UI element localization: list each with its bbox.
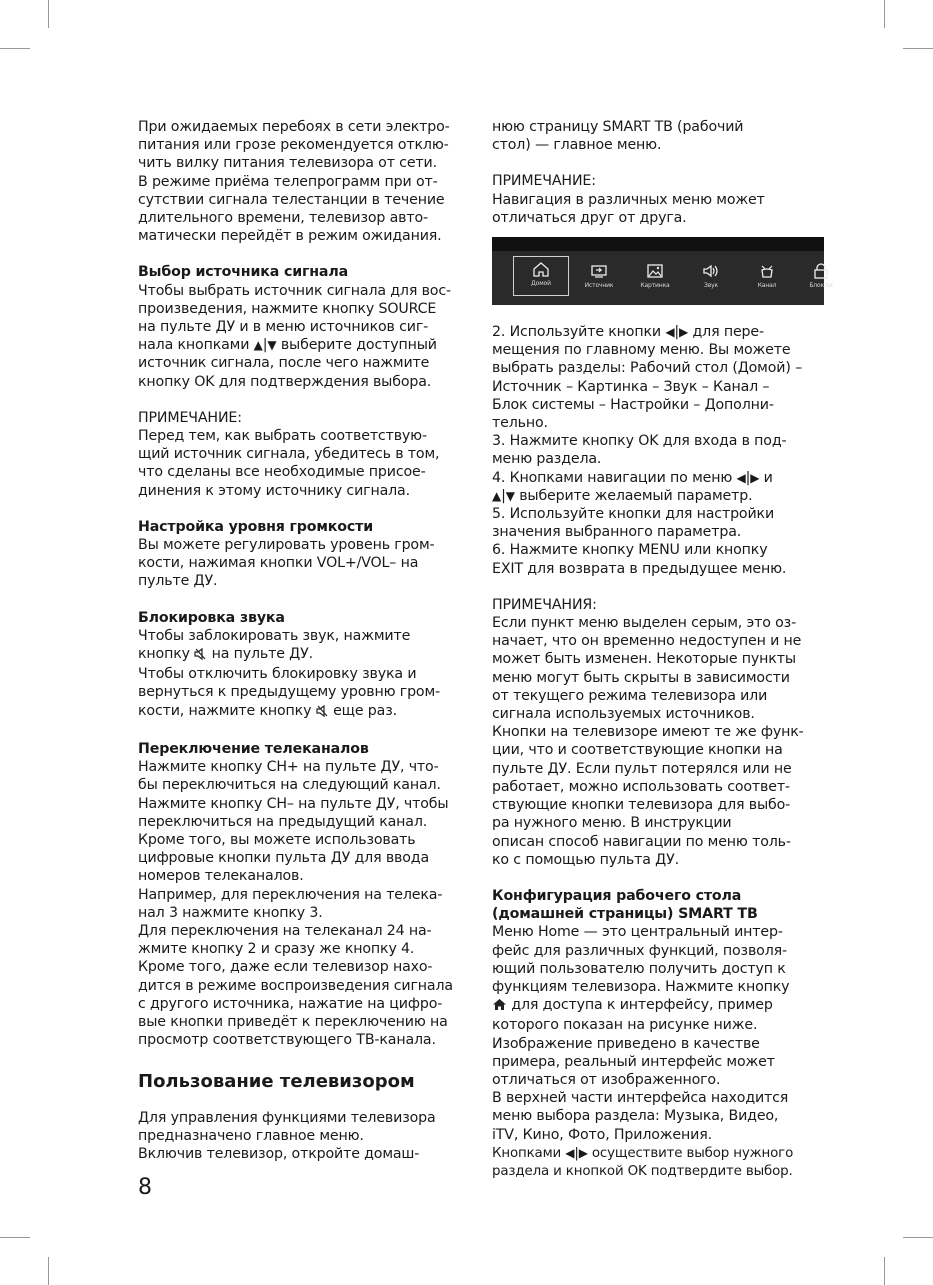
text-line: отличаться от изображенного.	[492, 1071, 721, 1088]
menu-item-channel	[740, 259, 794, 295]
text-line: 6. Нажмите кнопку MENU или кнопку	[492, 542, 768, 559]
text-line: Чтобы отключить блокировку звука и	[138, 666, 417, 683]
text-line: питания или грозе рекомендуется отклю-	[138, 137, 449, 154]
text-line: Меню Home — это центральный интер-	[492, 924, 783, 941]
text-line: с другого источника, нажатие на цифро-	[138, 995, 443, 1012]
text-line: длительного времени, телевизор авто-	[138, 210, 428, 227]
crop-mark	[884, 1257, 885, 1285]
text-line: нала кнопками ▲|▼ выберите доступный	[138, 337, 437, 354]
text-line: отличаться друг от друга.	[492, 209, 687, 226]
text-fragment: кости, нажмите кнопку	[138, 702, 316, 719]
menu-label: Звук	[704, 282, 718, 290]
intro-paragraph	[138, 118, 470, 245]
text-line: Кроме того, вы можете использовать	[138, 831, 416, 848]
menu-item-sound	[684, 259, 738, 295]
notes-heading: ПРИМЕЧАНИЯ:	[492, 596, 597, 613]
channel-heading: Переключение телеканалов	[138, 740, 369, 757]
text-line: Кнопки на телевизоре имеют те же функ-	[492, 724, 804, 741]
text-line: Чтобы заблокировать звук, нажмите	[138, 627, 411, 644]
text-line: номеров телеканалов.	[138, 868, 304, 885]
lock-icon	[812, 263, 830, 279]
right-arrow-icon: ▶	[750, 470, 760, 485]
channel-paragraph	[138, 758, 470, 1049]
text-line: Включив телевизор, откройте домаш-	[138, 1146, 420, 1163]
notes-paragraph	[492, 614, 824, 869]
left-arrow-icon: ◀	[736, 470, 746, 485]
text-line: нюю страницу SMART ТВ (рабочий	[492, 119, 744, 135]
home-icon	[492, 998, 507, 1016]
text-line: произведения, нажмите кнопку SOURCE	[138, 300, 437, 317]
text-line: Для управления функциями телевизора	[138, 1110, 436, 1126]
text-line: ▲|▼ выберите желаемый параметр.	[492, 487, 753, 504]
text-line: может быть изменен. Некоторые пункты	[492, 651, 796, 668]
config-heading: (домашней страницы) SMART ТВ	[492, 906, 758, 923]
left-arrow-icon: ◀	[565, 1145, 575, 1160]
text-line: фейс для различных функций, позволя-	[492, 942, 787, 959]
text-fragment: для доступа к интерфейсу, пример	[507, 997, 773, 1014]
text-line: переключиться на предыдущий канал.	[138, 813, 428, 830]
text-line: от текущего режима телевизора или	[492, 687, 768, 704]
menu-item-home	[514, 257, 568, 295]
crop-mark	[903, 1237, 933, 1238]
usage-paragraph	[138, 1109, 470, 1164]
picture-icon	[646, 263, 664, 279]
home-icon	[532, 261, 550, 277]
text-line: бы переключиться на следующий канал.	[138, 777, 441, 794]
text-fragment: выберите доступный	[276, 337, 437, 354]
crop-mark	[903, 48, 933, 49]
text-line: Вы можете регулировать уровень гром-	[138, 537, 435, 554]
text-line: Для переключения на телеканал 24 на-	[138, 922, 432, 939]
right-arrow-icon: ▶	[578, 1145, 588, 1160]
text-line: описан способ навигации по меню толь-	[492, 833, 791, 850]
text-line: работает, можно использовать соответ-	[492, 778, 790, 795]
text-line: Нажмите кнопку CH+ на пульте ДУ, что-	[138, 759, 439, 776]
crop-mark	[0, 1237, 30, 1238]
source-icon	[590, 263, 608, 279]
crop-mark	[48, 0, 49, 28]
left-column	[138, 118, 470, 1049]
text-line: Если пункт меню выделен серым, это оз-	[492, 615, 797, 632]
text-line: ции, что и соответствующие кнопки на	[492, 742, 783, 759]
text-line: значения выбранного параметра.	[492, 524, 742, 541]
text-line: начает, что он временно недоступен и не	[492, 633, 802, 650]
text-line	[138, 702, 470, 722]
text-line: При ожидаемых перебоях в сети электро-	[138, 119, 450, 135]
text-fragment: Кнопками	[492, 1145, 566, 1161]
text-line: ющий пользователю получить доступ к	[492, 960, 786, 977]
text-line: чить вилку питания телевизора от сети.	[138, 155, 437, 172]
text-line: просмотр соответствующего ТВ-канала.	[138, 1032, 436, 1049]
crop-mark	[884, 0, 885, 28]
text-line: Кроме того, даже если телевизор нахо-	[138, 959, 433, 976]
text-line: пульте ДУ.	[138, 573, 218, 590]
text-line: Чтобы выбрать источник сигнала для вос-	[138, 282, 451, 299]
text-line: меню раздела.	[492, 451, 602, 468]
text-line: выбрать разделы: Рабочий стол (Домой) –	[492, 360, 803, 377]
menu-label: Источник	[584, 282, 614, 290]
text-line: 2. Используйте кнопки ◀|▶ для пере-	[492, 324, 764, 341]
text-line	[138, 645, 470, 665]
text-line: жмите кнопку 2 и сразу же кнопку 4.	[138, 941, 415, 958]
text-line: iTV, Кино, Фото, Приложения.	[492, 1126, 712, 1143]
mute-icon	[194, 647, 207, 665]
text-line: нал 3 нажмите кнопку 3.	[138, 904, 323, 921]
text-line: 4. Кнопками навигации по меню ◀|▶ и	[492, 469, 773, 486]
text-fragment: и	[759, 469, 773, 486]
text-line: сутствии сигнала телестанции в течение	[138, 191, 445, 208]
text-line: которого показан на рисунке ниже.	[492, 1017, 758, 1034]
text-line: ко с помощью пульта ДУ.	[492, 851, 679, 868]
page-number: 8	[138, 1175, 152, 1200]
text-line: вернуться к предыдущему уровню гром-	[138, 684, 440, 701]
channel-icon	[758, 263, 776, 279]
text-line: тельно.	[492, 415, 548, 432]
text-line: EXIT для возврата в предыдущее меню.	[492, 560, 787, 577]
mute-icon	[316, 704, 329, 722]
text-line: ра нужного меню. В инструкции	[492, 815, 732, 832]
crop-mark	[48, 1257, 49, 1285]
text-line: раздела и кнопкой OK подтвердите выбор.	[492, 1163, 793, 1179]
text-line: Например, для переключения на телека-	[138, 886, 443, 903]
text-line: Навигация в различных меню может	[492, 191, 765, 208]
text-line: 5. Используйте кнопки для настройки	[492, 506, 775, 523]
text-line: В верхней части интерфейса находится	[492, 1090, 789, 1107]
menu-item-picture	[628, 259, 682, 295]
menu-label: Картинка	[640, 282, 670, 290]
text-fragment: нала кнопками	[138, 337, 254, 354]
menu-item-source	[572, 259, 626, 295]
text-fragment: осуществите выбор нужного	[587, 1145, 794, 1161]
text-line: Кнопками ◀|▶ осуществите выбор нужного	[492, 1145, 794, 1161]
text-line: мещения по главному меню. Вы можете	[492, 342, 791, 359]
text-line: примера, реальный интерфейс может	[492, 1053, 775, 1070]
text-fragment: для пере-	[688, 324, 764, 341]
text-line: дится в режиме воспроизведения сигнала	[138, 977, 453, 994]
source-heading: Выбор источника сигнала	[138, 264, 348, 281]
text-line: кости, нажимая кнопки VOL+/VOL– на	[138, 555, 419, 572]
menu-label: Блок си	[809, 282, 833, 290]
text-line: Блок системы – Настройки – Дополни-	[492, 396, 774, 413]
sound-icon	[702, 263, 720, 279]
text-line: Перед тем, как выбрать соответствую-	[138, 428, 427, 445]
text-line: матически перейдёт в режим ожидания.	[138, 228, 442, 245]
down-arrow-icon: ▼	[505, 488, 515, 503]
text-line: стол) — главное меню.	[492, 137, 662, 154]
text-line: пульте ДУ. Если пульт потерялся или не	[492, 760, 792, 777]
menu-label: Домой	[531, 280, 551, 288]
text-line: щий источник сигнала, убедитесь в том,	[138, 446, 440, 463]
text-fragment: 2. Используйте кнопки	[492, 324, 666, 341]
text-line: Изображение приведено в качестве	[492, 1035, 760, 1052]
text-line: кнопку OK для подтверждения выбора.	[138, 373, 432, 390]
text-line: источник сигнала, после чего нажмите	[138, 355, 430, 372]
config-heading: Конфигурация рабочего стола	[492, 887, 742, 904]
text-fragment: 4. Кнопками навигации по меню	[492, 469, 737, 486]
text-line: Источник – Картинка – Звук – Канал –	[492, 378, 770, 395]
volume-heading: Настройка уровня громкости	[138, 518, 374, 535]
text-line: 3. Нажмите кнопку OK для входа в под-	[492, 433, 787, 450]
text-line: цифровые кнопки пульта ДУ для ввода	[138, 850, 429, 867]
text-line: ствующие кнопки телевизора для выбо-	[492, 797, 791, 814]
text-line: В режиме приёма телепрограмм при от-	[138, 173, 438, 190]
left-arrow-icon: ◀	[665, 325, 675, 340]
text-line	[492, 996, 824, 1016]
text-line: динения к этому источнику сигнала.	[138, 482, 410, 499]
text-fragment: кнопку	[138, 646, 195, 663]
text-fragment: еще раз.	[328, 702, 397, 719]
menu-label: Канал	[757, 282, 777, 290]
crop-mark	[0, 48, 30, 49]
text-line: меню выбора раздела: Музыка, Видео,	[492, 1108, 779, 1125]
down-arrow-icon: ▼	[267, 338, 277, 353]
note-heading: ПРИМЕЧАНИЕ:	[138, 409, 242, 426]
text-line: меню могут быть скрыты в зависимости	[492, 669, 790, 686]
note-heading: ПРИМЕЧАНИЕ:	[492, 173, 596, 190]
tv-menu-screenshot	[492, 237, 833, 305]
text-line: вые кнопки приведёт к переключению на	[138, 1013, 448, 1030]
up-arrow-icon: ▲	[492, 488, 502, 503]
right-arrow-icon: ▶	[679, 325, 689, 340]
right-column	[492, 118, 833, 1181]
mute-heading: Блокировка звука	[138, 609, 285, 626]
text-line: предназначено главное меню.	[138, 1128, 364, 1145]
menu-item-lock	[794, 259, 848, 295]
section-title: Пользование телевизором	[138, 1071, 415, 1092]
text-fragment: на пульте ДУ.	[207, 646, 313, 663]
text-line: функциям телевизора. Нажмите кнопку	[492, 978, 790, 995]
text-line: что сделаны все необходимые присое-	[138, 464, 426, 481]
text-fragment: выберите желаемый параметр.	[514, 487, 753, 504]
up-arrow-icon: ▲	[253, 338, 263, 353]
text-line: сигнала используемых источников.	[492, 706, 755, 723]
text-line: Нажмите кнопку CH– на пульте ДУ, чтобы	[138, 795, 449, 812]
text-line: на пульте ДУ и в меню источников сиг-	[138, 319, 429, 336]
